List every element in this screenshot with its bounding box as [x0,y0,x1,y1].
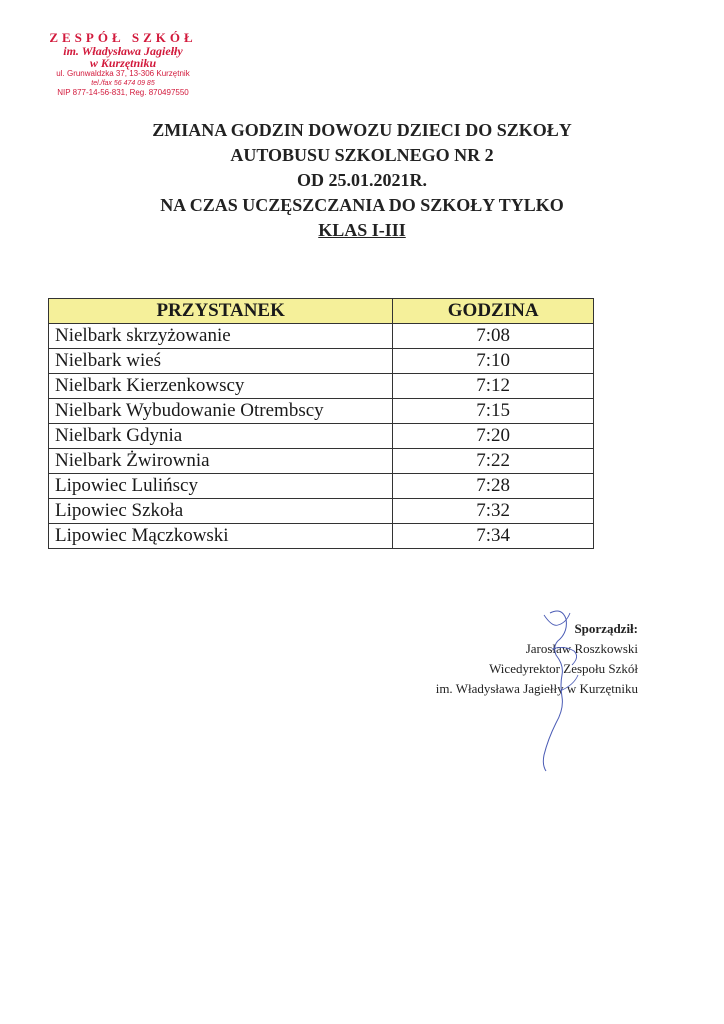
table-row [49,374,594,399]
table-row [49,499,594,524]
stop-time: 7:08 [393,324,594,349]
heading-line-3: OD 25.01.2021R. [297,170,427,190]
stop-name: Lipowiec Mączkowski [49,524,393,549]
stop-name: Lipowiec Lulińscy [49,474,393,499]
stop-time: 7:28 [393,474,594,499]
stop-name: Nielbark wieś [49,349,393,374]
stamp-line-3: w Kurzętniku [89,56,157,70]
school-stamp [28,30,218,98]
stamp-line-2: im. Władysława Jagiełły [63,44,183,58]
stamp-registry: NIP 877-14-56-831, Reg. 870497550 [57,88,189,97]
heading-line-1: ZMIANA GODZIN DOWOZU DZIECI DO SZKOŁY [152,120,572,140]
heading-line-4: NA CZAS UCZĘSZCZANIA DO SZKOŁY TYLKO [160,195,564,215]
stamp-line-1: ZESPÓŁ SZKÓŁ [49,30,197,45]
table-row [49,474,594,499]
heading-line-5: KLAS I-III [318,220,406,240]
table-row [49,349,594,374]
heading-line-2: AUTOBUSU SZKOLNEGO NR 2 [230,145,494,165]
stop-name: Nielbark skrzyżowanie [49,324,393,349]
table-row [49,524,594,549]
stop-name: Lipowiec Szkoła [49,499,393,524]
signature-position: Wicedyrektor Zespołu Szkół [489,661,638,676]
signature-title: Sporządził: [574,621,638,636]
stop-time: 7:22 [393,449,594,474]
stop-name: Nielbark Żwirownia [49,449,393,474]
stop-name: Nielbark Wybudowanie Otrembscy [49,399,393,424]
stop-time: 7:32 [393,499,594,524]
table-row [49,399,594,424]
stop-time: 7:12 [393,374,594,399]
stamp-address: ul. Grunwaldzka 37, 13-306 Kurzętnik [56,69,190,78]
table-header-row [49,299,594,324]
stop-name: Nielbark Kierzenkowscy [49,374,393,399]
stop-time: 7:20 [393,424,594,449]
table-row [49,424,594,449]
document-heading [0,118,724,243]
bus-schedule-table [48,298,594,549]
stamp-phone: tel./fax 56 474 09 85 [91,80,155,87]
table-row [49,324,594,349]
signature-school: im. Władysława Jagiełły w Kurzętniku [435,681,638,696]
header-time: GODZINA [393,299,594,324]
stop-name: Nielbark Gdynia [49,424,393,449]
stop-time: 7:15 [393,399,594,424]
handwritten-signature [522,605,602,775]
stop-time: 7:34 [393,524,594,549]
signature-name: Jarosław Roszkowski [525,641,638,656]
stop-time: 7:10 [393,349,594,374]
header-stop: PRZYSTANEK [49,299,393,324]
table-row [49,449,594,474]
